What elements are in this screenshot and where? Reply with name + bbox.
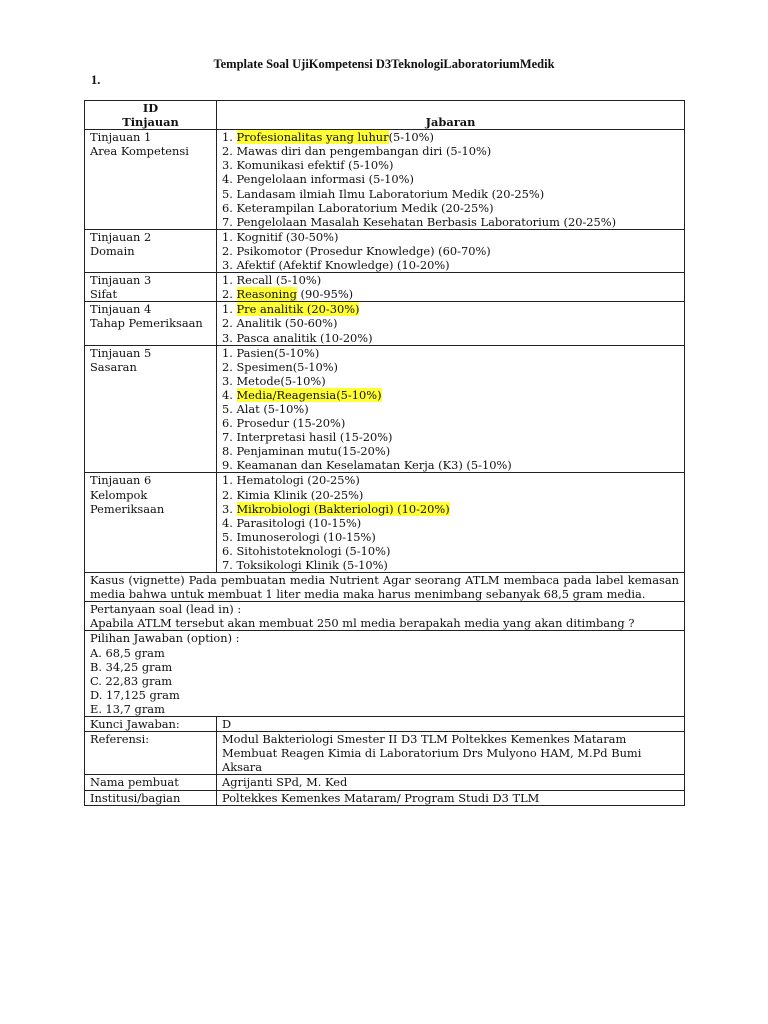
jabaran-item xyxy=(222,488,679,502)
jabaran-item xyxy=(222,516,679,530)
tinjauan-row xyxy=(85,302,685,345)
pertanyaan-row xyxy=(85,602,685,631)
jabaran-item xyxy=(222,302,679,316)
item-text: Kognitif (30-50%) xyxy=(236,229,339,244)
pilihan-label: Pilihan Jawaban (option) : xyxy=(90,631,240,646)
item-number: 2. xyxy=(222,287,237,302)
item-number: 4. xyxy=(222,515,237,530)
jabaran-list xyxy=(222,273,679,301)
tinjauan-label-cell xyxy=(85,130,217,230)
kunci-value: D xyxy=(217,717,685,732)
id-header: ID xyxy=(142,101,159,115)
kunci-label: Kunci Jawaban: xyxy=(85,717,217,732)
tinjauan-label: Tinjauan 6 xyxy=(90,473,152,488)
item-text: Toksikologi Klinik (5-10%) xyxy=(236,558,388,572)
item-number: 5. xyxy=(222,186,237,201)
jabaran-cell xyxy=(217,130,685,230)
jabaran-cell xyxy=(217,302,685,345)
jabaran-list xyxy=(222,302,679,344)
item-number: 1. xyxy=(222,229,237,244)
jabaran-item xyxy=(222,430,679,444)
jabaran-list xyxy=(222,473,679,572)
item-number: 5. xyxy=(222,529,237,544)
jabaran-item xyxy=(222,331,679,345)
item-text: Komunikasi efektif (5-10%) xyxy=(236,158,394,173)
item-text: Alat (5-10%) xyxy=(236,401,309,416)
jabaran-item xyxy=(222,187,679,201)
jabaran-item xyxy=(222,374,679,388)
tinjauan-row xyxy=(85,130,685,230)
item-number: 7. xyxy=(222,558,237,572)
item-number: 3. xyxy=(222,158,237,173)
tinjauan-label: Tinjauan 2 xyxy=(90,229,152,244)
jabaran-item xyxy=(222,158,679,172)
pembuat-value: Agrijanti SPd, M. Ked xyxy=(217,775,685,790)
jabaran-item xyxy=(222,230,679,244)
jabaran-item xyxy=(222,258,679,272)
jabaran-item xyxy=(222,458,679,472)
item-text: Psikomotor (Prosedur Knowledge) (60-70%) xyxy=(236,243,491,258)
option-d: D. 17,125 gram xyxy=(90,687,180,702)
item-number: 3. xyxy=(222,330,237,345)
jabaran-header: Jabaran xyxy=(425,115,476,130)
item-text: Prosedur (15-20%) xyxy=(236,416,346,431)
item-text: Pasca analitik (10-20%) xyxy=(236,330,373,345)
item-text: Kimia Klinik (20-25%) xyxy=(236,487,364,502)
jabaran-item xyxy=(222,201,679,215)
item-text: Pengelolaan Masalah Kesehatan Berbasis Laboratorium (20-25%) xyxy=(236,214,617,229)
referensi-label: Referensi: xyxy=(85,732,217,775)
tinjauan-label-cell xyxy=(85,273,217,302)
item-number: 1. xyxy=(222,130,237,145)
jabaran-item xyxy=(222,144,679,158)
item-text: Analitik (50-60%) xyxy=(236,316,338,331)
jabaran-item xyxy=(222,558,679,572)
tinjauan-row xyxy=(85,345,685,473)
jabaran-item xyxy=(222,473,679,487)
item-text: Pasien(5-10%) xyxy=(236,345,320,360)
referensi-line: Modul Bakteriologi Smester II D3 TLM Poltekkes Kemenkes Mataram xyxy=(222,732,627,747)
item-text: Afektif (Afektif Knowledge) (10-20%) xyxy=(236,258,450,273)
tinjauan-label-cell xyxy=(85,345,217,473)
jabaran-cell xyxy=(217,473,685,573)
item-number: 1. xyxy=(222,473,237,488)
item-number: 6. xyxy=(222,416,237,431)
tinjauan-label: Domain xyxy=(90,243,135,258)
jabaran-cell xyxy=(217,229,685,272)
jabaran-item xyxy=(222,388,679,402)
institusi-label: Institusi/bagian xyxy=(85,790,217,805)
item-text: Spesimen(5-10%) xyxy=(236,359,339,374)
kunci-row xyxy=(85,717,685,732)
document-title: Template Soal UjiKompetensi D3TeknologiLaboratoriumMedik xyxy=(213,57,555,71)
header-row xyxy=(85,101,685,130)
tinjauan-label: Area Kompetensi xyxy=(90,144,189,159)
item-number: 7. xyxy=(222,214,237,229)
jabaran-item xyxy=(222,273,679,287)
item-text: Sitohistoteknologi (5-10%) xyxy=(236,543,391,558)
highlighted-item-text: Mikrobiologi (Bakteriologi) (10-20%) xyxy=(236,501,450,516)
item-text: Keamanan dan Keselamatan Kerja (K3) (5-10%) xyxy=(236,458,512,473)
kasus-text: Kasus (vignette) Pada pembuatan media Nutrient Agar seorang ATLM membaca pada label kemasan media bahwa untuk membuat 1 liter media maka harus menimbang sebanyak 68,5 gram media. xyxy=(85,573,685,602)
item-number: 2. xyxy=(222,487,237,502)
option-b: B. 34,25 gram xyxy=(90,659,173,674)
item-number: 2. xyxy=(222,316,237,331)
tinjauan-label: Tinjauan 4 xyxy=(90,302,152,317)
item-text: Metode(5-10%) xyxy=(236,373,326,388)
tinjauan-label: Sifat xyxy=(90,287,118,302)
referensi-line: Membuat Reagen Kimia di Laboratorium Drs Mulyono HAM, M.Pd Bumi xyxy=(222,746,642,761)
item-number: 5. xyxy=(222,401,237,416)
item-text: Hematologi (20-25%) xyxy=(236,473,360,488)
tinjauan-label: Kelompok xyxy=(90,487,148,502)
tinjauan-row xyxy=(85,229,685,272)
jabaran-list xyxy=(222,130,679,229)
referensi-row xyxy=(85,732,685,775)
item-suffix: (5-10%) xyxy=(388,130,434,145)
item-number: 7. xyxy=(222,430,237,445)
item-text: Mawas diri dan pengembangan diri (5-10%) xyxy=(236,144,492,159)
item-number: 3. xyxy=(222,373,237,388)
tinjauan-label-cell xyxy=(85,229,217,272)
item-number: 1. xyxy=(222,273,237,288)
item-suffix: (90-95%) xyxy=(296,287,354,302)
tinjauan-label: Pemeriksaan xyxy=(90,501,165,516)
tinjauan-header: Tinjauan xyxy=(122,115,179,130)
item-text: Keterampilan Laboratorium Medik (20-25%) xyxy=(236,200,494,215)
jabaran-cell xyxy=(217,273,685,302)
item-text: Parasitologi (10-15%) xyxy=(236,515,362,530)
option-e: E. 13,7 gram xyxy=(90,701,165,716)
question-template-table xyxy=(84,100,685,806)
jabaran-item xyxy=(222,244,679,258)
option-c: C. 22,83 gram xyxy=(90,673,173,688)
highlighted-item-text: Profesionalitas yang luhur xyxy=(236,130,389,145)
tinjauan-label: Tinjauan 1 xyxy=(90,130,152,145)
jabaran-item xyxy=(222,287,679,301)
kasus-row xyxy=(85,573,685,602)
pertanyaan-label: Pertanyaan soal (lead in) : xyxy=(90,602,242,617)
jabaran-item xyxy=(222,530,679,544)
item-text: Recall (5-10%) xyxy=(236,273,322,288)
item-number: 8. xyxy=(222,444,237,459)
item-text: Imunoserologi (10-15%) xyxy=(236,529,376,544)
jabaran-list xyxy=(222,346,679,473)
item-text: Landasam ilmiah Ilmu Laboratorium Medik (20-25%) xyxy=(236,186,545,201)
item-text: Pengelolaan informasi (5-10%) xyxy=(236,172,414,187)
tinjauan-label: Tinjauan 3 xyxy=(90,273,152,288)
option-a: A. 68,5 gram xyxy=(90,645,165,660)
item-number: 6. xyxy=(222,543,237,558)
institusi-value: Poltekkes Kemenkes Mataram/ Program Studi D3 TLM xyxy=(217,790,685,805)
jabaran-list xyxy=(222,230,679,272)
item-number: 3. xyxy=(222,258,237,273)
item-text: Penjaminan mutu(15-20%) xyxy=(236,444,391,459)
item-number: 1. xyxy=(222,345,237,360)
jabaran-item xyxy=(222,544,679,558)
tinjauan-row xyxy=(85,473,685,573)
item-number: 4. xyxy=(222,172,237,187)
jabaran-item xyxy=(222,360,679,374)
tinjauan-label-cell xyxy=(85,302,217,345)
highlighted-item-text: Reasoning xyxy=(236,287,297,302)
tinjauan-row xyxy=(85,273,685,302)
jabaran-item xyxy=(222,130,679,144)
jabaran-item xyxy=(222,346,679,360)
item-number: 3. xyxy=(222,501,237,516)
highlighted-item-text: Pre analitik (20-30%) xyxy=(236,302,360,317)
jabaran-item xyxy=(222,444,679,458)
pembuat-row xyxy=(85,775,685,790)
item-number: 2. xyxy=(222,243,237,258)
jabaran-item xyxy=(222,502,679,516)
item-number: 9. xyxy=(222,458,237,473)
jabaran-item xyxy=(222,316,679,330)
pertanyaan-text: Apabila ATLM tersebut akan membuat 250 ml media berapakah media yang akan ditimbang ? xyxy=(90,616,635,631)
tinjauan-label: Tinjauan 5 xyxy=(90,345,152,360)
jabaran-item xyxy=(222,172,679,186)
tinjauan-label: Tahap Pemeriksaan xyxy=(90,316,203,331)
item-number: 6. xyxy=(222,200,237,215)
item-number: 4. xyxy=(222,387,237,402)
pilihan-row xyxy=(85,631,685,717)
tinjauan-label-cell xyxy=(85,473,217,573)
tinjauan-label: Sasaran xyxy=(90,359,137,374)
institusi-row xyxy=(85,790,685,805)
item-number: 2. xyxy=(222,144,237,159)
item-number: 1. xyxy=(222,302,237,317)
highlighted-item-text: Media/Reagensia(5-10%) xyxy=(236,387,382,402)
jabaran-item xyxy=(222,215,679,229)
question-number: 1. xyxy=(91,73,101,87)
jabaran-item xyxy=(222,416,679,430)
jabaran-cell xyxy=(217,345,685,473)
referensi-line: Aksara xyxy=(222,760,263,775)
item-text: Interpretasi hasil (15-20%) xyxy=(236,430,393,445)
jabaran-item xyxy=(222,402,679,416)
pembuat-label: Nama pembuat xyxy=(85,775,217,790)
item-number: 2. xyxy=(222,359,237,374)
